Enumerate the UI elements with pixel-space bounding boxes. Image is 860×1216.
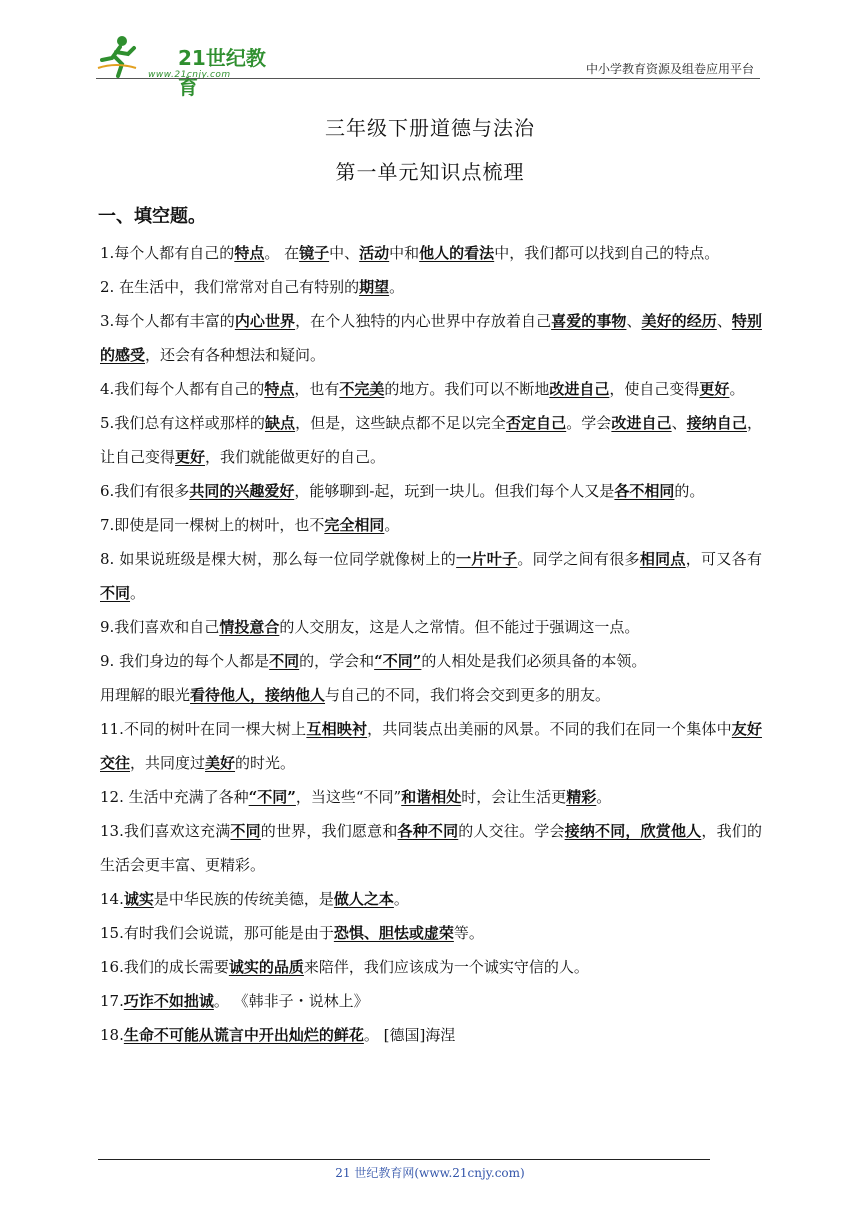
- item-text: 14.: [100, 890, 124, 908]
- item-text: 13.我们喜欢这充满: [100, 822, 231, 840]
- item-text: 中和: [389, 244, 420, 262]
- section-title: 一、填空题。: [98, 206, 206, 227]
- answer-text: 特点: [264, 380, 295, 398]
- list-item: [100, 372, 762, 406]
- list-item: [100, 814, 762, 882]
- list-item: [100, 542, 762, 610]
- item-text: ，我们的生活会更丰富、更精彩。: [100, 822, 762, 874]
- item-text: ，能够聊到-起，玩到一块儿。但我们每个人又是: [294, 482, 615, 500]
- item-text: 的人相处是我们必须具备的本领。: [421, 652, 647, 670]
- list-item: [100, 984, 762, 1018]
- item-text: 的。: [674, 482, 705, 500]
- item-text: 7.即使是同一棵树上的树叶，也不: [100, 516, 325, 534]
- answer-text: 改进自己: [611, 414, 672, 432]
- answer-text: “不同”: [248, 788, 296, 806]
- item-text: 3.每个人都有丰富的: [100, 312, 235, 330]
- item-text: 。 [德国]海涅: [363, 1026, 456, 1044]
- item-text: ，但是，这些缺点都不足以完全: [295, 414, 506, 432]
- logo-url: www.21cnjy.com: [148, 70, 231, 80]
- item-text: 。: [729, 380, 745, 398]
- item-text: 1.每个人都有自己的: [100, 244, 235, 262]
- answer-text: 和谐相处: [401, 788, 462, 806]
- logo-text: 21世纪教育: [178, 46, 266, 99]
- item-text: 的人交往。学会: [458, 822, 565, 840]
- answer-text: 各种不同: [397, 822, 459, 840]
- list-item: [100, 950, 762, 984]
- list-item: [100, 712, 762, 780]
- item-text: 2. 在生活中，我们常常对自己有特别的: [100, 278, 360, 296]
- item-text: 。: [393, 890, 409, 908]
- list-item: [100, 610, 762, 644]
- answer-text: 内心世界: [234, 312, 296, 330]
- item-text: 。: [389, 278, 405, 296]
- item-text: ，还会有各种想法和疑问。: [145, 346, 326, 364]
- footer-divider: [98, 1159, 710, 1160]
- answer-text: 巧诈不如拙诚: [123, 992, 214, 1010]
- list-item: [100, 678, 762, 712]
- item-text: 。: [384, 516, 400, 534]
- item-text: 的，学会和: [299, 652, 375, 670]
- answer-text: 各不相同: [614, 482, 675, 500]
- item-text: 18.: [100, 1026, 124, 1044]
- item-text: 的地方。我们可以不断地: [384, 380, 550, 398]
- list-item: [100, 780, 762, 814]
- item-text: 中，我们都可以找到自己的特点。: [494, 244, 720, 262]
- answer-text: 更好: [175, 448, 206, 466]
- item-text: 。同学之间有很多: [517, 550, 640, 568]
- item-text: 11.不同的树叶在同一棵大树上: [100, 720, 307, 738]
- item-text: 的时光。: [235, 754, 296, 772]
- item-list: [100, 236, 762, 1052]
- answer-text: 一片叶子: [456, 550, 518, 568]
- answer-text: 不同: [230, 822, 261, 840]
- item-text: 。学会: [566, 414, 612, 432]
- list-item: [100, 474, 762, 508]
- answer-text: 缺点: [264, 414, 296, 432]
- item-text: ，可又各有: [685, 550, 762, 568]
- list-item: [100, 916, 762, 950]
- runner-icon: [96, 34, 140, 78]
- answer-text: 完全相同: [324, 516, 385, 534]
- platform-name: 中小学教育资源及组卷应用平台: [585, 62, 754, 76]
- item-text: 是中华民族的传统美德，是: [153, 890, 334, 908]
- page-title: 三年级下册道德与法治: [325, 116, 535, 140]
- list-item: [100, 304, 762, 372]
- item-text: 15.有时我们会说谎，那可能是由于: [100, 924, 334, 942]
- answer-text: 期望: [359, 278, 390, 296]
- answer-text: 更好: [699, 380, 730, 398]
- item-text: 9.我们喜欢和自己: [100, 618, 220, 636]
- item-text: 的世界，我们愿意和: [260, 822, 398, 840]
- answer-text: 特点: [234, 244, 265, 262]
- answer-text: 镜子: [299, 244, 330, 262]
- answer-text: 互相映衬: [306, 720, 368, 738]
- list-item: [100, 1018, 762, 1052]
- item-text: 5.我们总有这样或那样的: [100, 414, 265, 432]
- list-item: [100, 236, 762, 270]
- header-divider: [96, 78, 760, 79]
- answer-text: 共同的兴趣爱好: [189, 482, 295, 500]
- page-header: [96, 30, 760, 99]
- answer-text: 友好交往: [100, 720, 762, 772]
- item-text: 9. 我们身边的每个人都是: [100, 652, 270, 670]
- item-text: 12. 生活中充满了各种: [100, 788, 249, 806]
- item-text: 的人交朋友，这是人之常情。但不能过于强调这一点。: [279, 618, 640, 636]
- item-text: 4.我们每个人都有自己的: [100, 380, 265, 398]
- list-item: [100, 882, 762, 916]
- list-item: [100, 508, 762, 542]
- answer-text: 接纳自己: [686, 414, 747, 432]
- item-text: 。 在: [264, 244, 300, 262]
- item-text: 用理解的眼光: [100, 686, 191, 704]
- list-item: [100, 406, 762, 474]
- answer-text: 做人之本: [333, 890, 394, 908]
- answer-text: 诚实: [123, 890, 154, 908]
- item-text: ，让自己变得: [100, 414, 762, 466]
- answer-text: “不同”: [374, 652, 422, 670]
- item-text: 16.我们的成长需要: [100, 958, 229, 976]
- item-text: 。 《韩非子・说林上》: [213, 992, 369, 1010]
- item-text: 时，会让生活更: [461, 788, 567, 806]
- item-text: ，使自己变得: [609, 380, 700, 398]
- item-text: 、: [671, 414, 687, 432]
- item-text: ，当这些“不同”: [295, 788, 402, 806]
- item-text: 、: [626, 312, 642, 330]
- answer-text: 喜爱的事物: [551, 312, 627, 330]
- answer-text: 恐惧、胆怯或虚荣: [333, 924, 454, 942]
- item-text: 与自己的不同，我们将会交到更多的朋友。: [325, 686, 611, 704]
- answer-text: 接纳不同，欣赏他人: [564, 822, 702, 840]
- item-text: ，在个人独特的内心世界中存放着自己: [295, 312, 552, 330]
- item-text: ，共同度过: [130, 754, 206, 772]
- item-text: ，共同装点出美丽的风景。不同的我们在同一个集体中: [367, 720, 732, 738]
- list-item: [100, 644, 762, 678]
- page-subtitle: 第一单元知识点梳理: [335, 160, 525, 184]
- site-logo[interactable]: [96, 34, 266, 99]
- item-text: 。: [596, 788, 612, 806]
- item-text: 中、: [329, 244, 360, 262]
- answer-text: 美好的经历: [641, 312, 717, 330]
- answer-text: 他人的看法: [419, 244, 495, 262]
- item-text: 6.我们有很多: [100, 482, 190, 500]
- answer-text: 不同: [269, 652, 300, 670]
- answer-text: 不完美: [339, 380, 385, 398]
- answer-text: 精彩: [566, 788, 597, 806]
- item-text: 。: [130, 584, 146, 602]
- answer-text: 生命不可能从谎言中开出灿烂的鲜花: [123, 1026, 364, 1044]
- answer-text: 情投意合: [219, 618, 280, 636]
- item-text: ，我们就能做更好的自己。: [205, 448, 386, 466]
- item-text: 来陪伴，我们应该成为一个诚实守信的人。: [303, 958, 589, 976]
- item-text: 、: [716, 312, 732, 330]
- answer-text: 否定自己: [505, 414, 567, 432]
- answer-text: 不同: [100, 584, 131, 602]
- item-text: 等。: [453, 924, 484, 942]
- list-item: [100, 270, 762, 304]
- answer-text: 诚实的品质: [228, 958, 304, 976]
- item-text: ，也有: [294, 380, 340, 398]
- answer-text: 改进自己: [549, 380, 610, 398]
- answer-text: 活动: [359, 244, 390, 262]
- item-text: 17.: [100, 992, 124, 1010]
- item-text: 8. 如果说班级是棵大树，那么每一位同学就像树上的: [100, 550, 457, 568]
- answer-text: 美好: [205, 754, 236, 772]
- answer-text: 特别的感受: [100, 312, 762, 364]
- answer-text: 相同点: [639, 550, 686, 568]
- footer-text: 21 世纪教育网(www.21cnjy.com): [335, 1166, 525, 1180]
- answer-text: 看待他人，接纳他人: [190, 686, 326, 704]
